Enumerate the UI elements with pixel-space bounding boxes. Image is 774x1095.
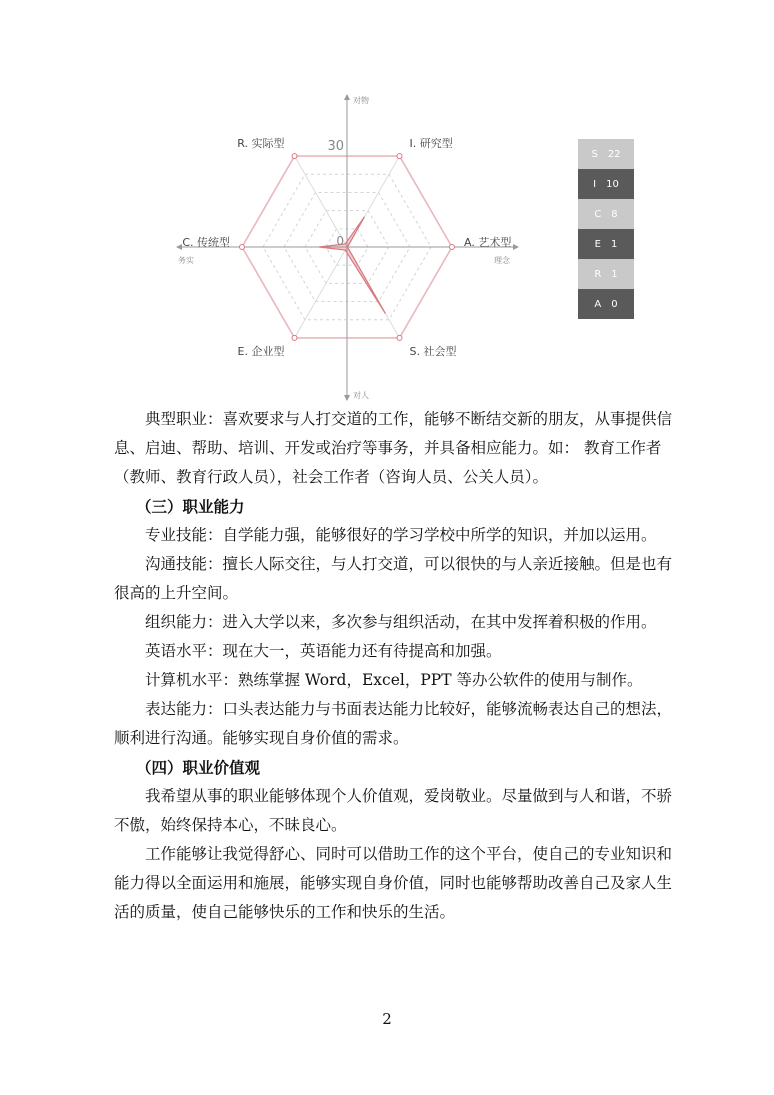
- score-code: C: [594, 208, 602, 220]
- axis-arrow-up: [344, 94, 350, 100]
- values-paragraph-1: 我希望从事的职业能够体现个人价值观，爱岗敬业。尽量做到与人和谐，不骄不傲，始终保持本心，不昧良心。: [114, 787, 673, 834]
- radar-vertex-dot: [240, 245, 245, 250]
- score-value: 1: [610, 238, 618, 250]
- dimension-label-right: 理念: [494, 256, 510, 265]
- score-table: [578, 139, 634, 319]
- dimension-label-bottom: 对人: [353, 391, 369, 400]
- organization-skill-paragraph: 组织能力：进入大学以来，多次参与组织活动，在其中发挥着积极的作用。: [145, 613, 657, 631]
- score-code: E: [594, 238, 601, 250]
- score-row-r: [578, 259, 634, 289]
- computer-level-paragraph: 计算机水平：熟练掌握 Word，Excel，PPT 等办公软件的使用与制作。: [145, 671, 643, 689]
- score-row-s: [578, 139, 634, 169]
- score-row-e: [578, 229, 634, 259]
- radar-axis-label: I. 研究型: [409, 137, 453, 151]
- score-row-i: [578, 169, 634, 199]
- axis-arrow-down: [344, 395, 350, 401]
- typical-jobs-paragraph: 典型职业：喜欢要求与人打交道的工作，能够不断结交新的朋友，从事提供信息、启迪、帮助、培训、开发或治疗等事务，并具备相应能力。如： 教育工作者（教师、教育行政人员），社会工作者（咨询人员、公关人员）。: [114, 410, 673, 486]
- holland-radar-chart: [160, 88, 540, 408]
- dimension-label-top: 对物: [353, 96, 369, 105]
- radar-vertex-dot: [292, 335, 297, 340]
- score-code: R: [594, 268, 602, 280]
- radar-axis-label: C. 传统型: [182, 236, 230, 249]
- score-value: 10: [606, 178, 619, 190]
- score-value: 8: [611, 208, 618, 220]
- axis-arrow-left: [176, 244, 182, 250]
- radar-vertex-dot: [292, 154, 297, 159]
- score-row-a: [578, 289, 634, 319]
- values-paragraph-2: 工作能够让我觉得舒心、同时可以借助工作的这个平台，使自己的专业知识和能力得以全面运用和施展，能够实现自身价值，同时也能够帮助改善自己及家人生活的质量，使自己能够快乐的工作和快乐的生活。: [114, 845, 673, 921]
- score-value: 22: [607, 148, 621, 160]
- radar-series-polygon: [319, 217, 386, 314]
- radar-axis-label: A. 艺术型: [464, 236, 512, 249]
- communication-skill-paragraph: 沟通技能：擅长人际交往，与人打交道，可以很快的与人亲近接触。但是也有很高的上升空间。: [114, 555, 673, 602]
- section-heading-abilities: （三）职业能力: [136, 497, 245, 516]
- score-code: I: [593, 178, 597, 190]
- score-value: 0: [611, 298, 618, 310]
- expression-skill-paragraph: 表达能力：口头表达能力与书面表达能力比较好，能够流畅表达自己的想法，顺利进行沟通。能够实现自身价值的需求。: [114, 700, 673, 747]
- professional-skill-paragraph: 专业技能：自学能力强，能够很好的学习学校中所学的知识，并加以运用。: [145, 526, 657, 544]
- radar-spoke: [295, 247, 348, 338]
- radar-min-tick-label: 0: [336, 234, 344, 248]
- section-heading-values: （四）职业价值观: [136, 758, 261, 777]
- score-code: A: [594, 298, 602, 310]
- radar-vertex-dot: [450, 245, 455, 250]
- document-body: [114, 405, 674, 927]
- radar-axis-label: E. 企业型: [237, 344, 285, 358]
- score-value: 1: [611, 268, 618, 280]
- radar-vertex-dot: [397, 154, 402, 159]
- radar-max-tick-label: 30: [327, 139, 344, 154]
- radar-axis-label: R. 实际型: [237, 137, 285, 151]
- page-number: 2: [382, 1010, 392, 1028]
- radar-vertex-dot: [397, 335, 402, 340]
- score-row-c: [578, 199, 634, 229]
- english-level-paragraph: 英语水平：现在大一，英语能力还有待提高和加强。: [145, 642, 502, 660]
- score-code: S: [591, 148, 598, 160]
- dimension-label-left: 务实: [178, 256, 194, 265]
- radar-axis-label: S. 社会型: [409, 344, 457, 358]
- axis-arrow-right: [513, 244, 519, 250]
